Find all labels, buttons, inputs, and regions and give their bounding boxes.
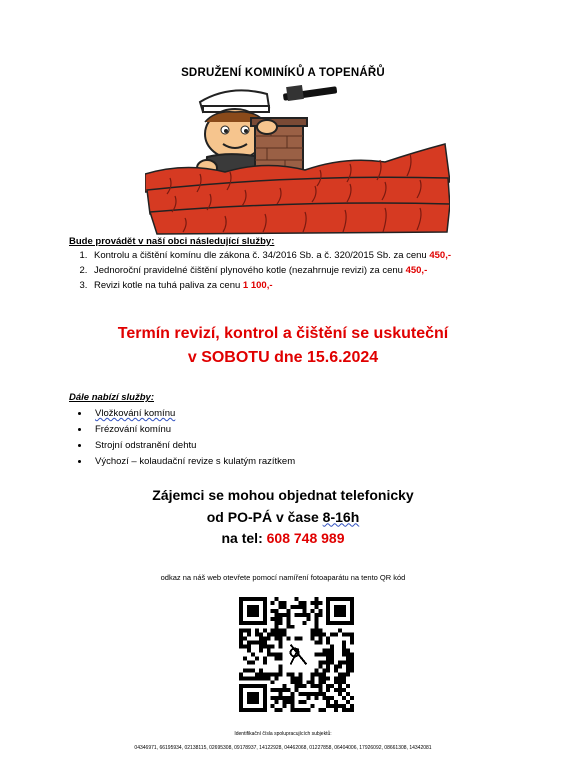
footer-label: Identifikační čísla spolupracujících subjektů:: [234, 731, 332, 737]
price: 1 100,-: [242, 280, 273, 291]
list-item: • Frézování komínu: [90, 422, 540, 438]
footer-ids: 04346971, 66195934, 02138115, 02695308, 09178937, 14122928, 04462068, 01227858, 06404006, 17926092, 08661308, 14342081: [134, 745, 432, 751]
services-heading: Bude provádět v naší obci následující služby:: [69, 236, 275, 247]
appointment-date: Termín revizí, kontrol a čištění se uskuteční v SOBOTU dne 15.6.2024: [117, 325, 449, 366]
list-item: • Vložkování komínu: [90, 406, 540, 422]
more-services-list: [68, 406, 540, 470]
price: 450,-: [405, 265, 428, 276]
list-item: 1. Kontrolu a čištění komínu dle zákona č. 34/2016 Sb. a č. 320/2015 Sb. za cenu 450,-: [90, 248, 560, 263]
list-item: 2. Jednoroční pravidelné čištění plynového kotle (nezahrnuje revizi) za cenu 450,-: [90, 263, 560, 278]
phone-number: 608 748 989: [266, 530, 345, 546]
list-item: 3. Revizi kotle na tuhá paliva za cenu 1 100,-: [90, 278, 560, 293]
qr-caption: odkaz na náš web otevřete pomocí namíření fotoaparátu na tento QR kód: [160, 573, 406, 582]
contact-info: Zájemci se mohou objednat telefonicky od PO-PÁ v čase 8-16h na tel: 608 748 989: [152, 487, 414, 546]
services-list: [68, 248, 560, 293]
price: 450,-: [429, 250, 452, 261]
chimney-sweep-on-roof-illustration: [145, 82, 450, 237]
page-title: SDRUŽENÍ KOMINÍKŮ A TOPENÁŘŮ: [181, 67, 385, 79]
list-item: • Výchozí – kolaudační revize s kulatým razítkem: [90, 454, 540, 470]
qr-code-icon[interactable]: [239, 597, 354, 712]
more-services-heading: Dále nabízí služby:: [69, 392, 154, 403]
list-item: • Strojní odstranění dehtu: [90, 438, 540, 454]
